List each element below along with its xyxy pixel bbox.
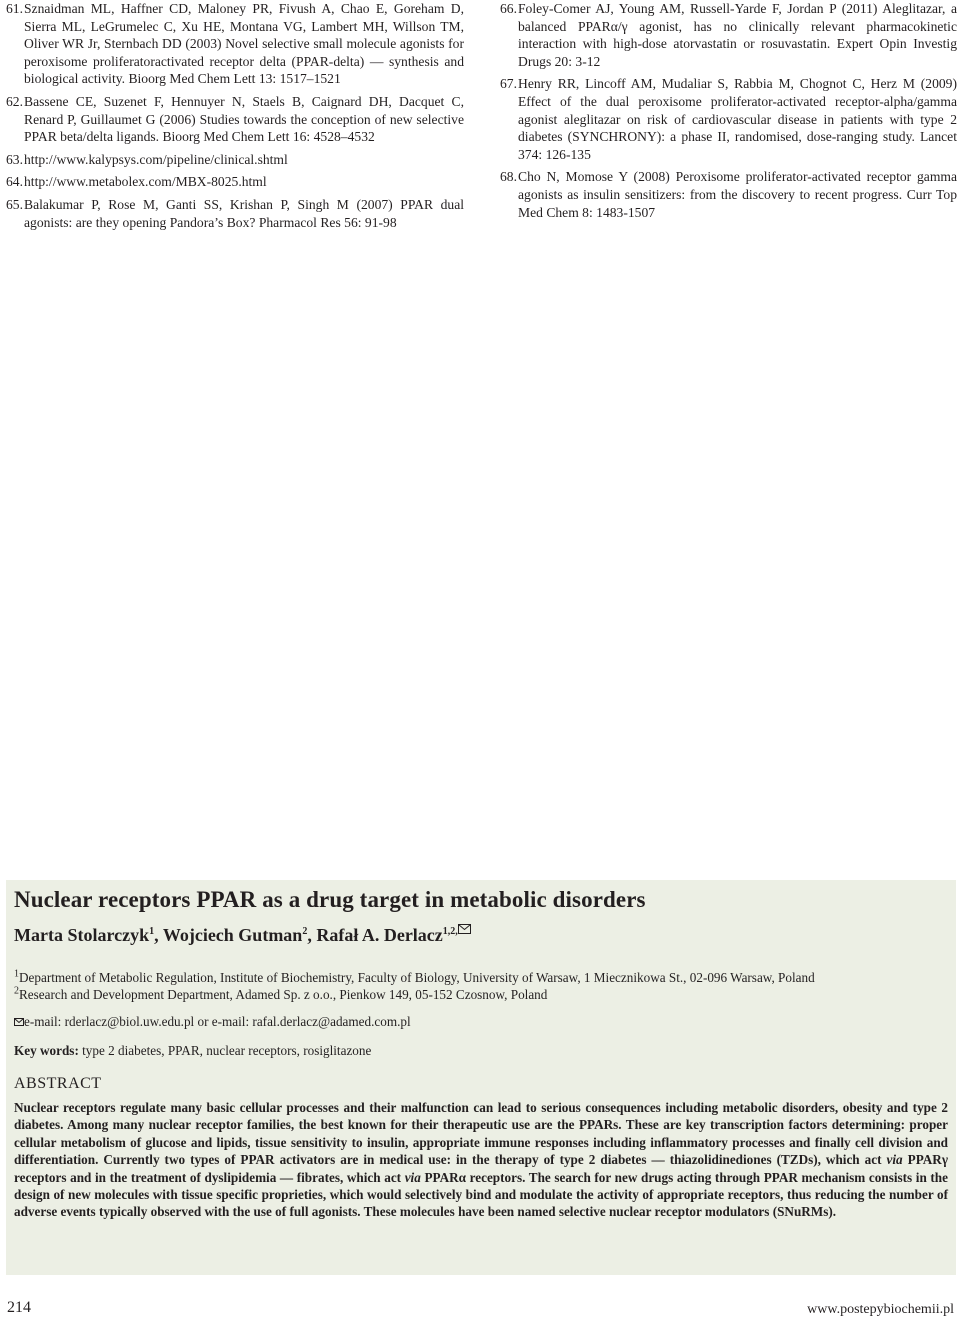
author-separator: , xyxy=(307,925,317,945)
references-left-column xyxy=(6,0,464,236)
keywords-label: Key words: xyxy=(14,1043,79,1058)
reference-61 xyxy=(6,0,464,88)
reference-text: Sznaidman ML, Haffner CD, Maloney PR, Fivush A, Chao E, Goreham D, Sierra ML, LeGrumelec C, Xu HE, Montana VG, Lambert MH, Willson TM, Oliver WR Jr, Sternbach DD (2003) Novel selective small molecule agonists for peroxisome proliferatoractivated receptor delta (PPAR-delta) — synthesis and biological activity. Bioorg Med Chem Lett 13: 1517–1521 xyxy=(24,1,464,87)
reference-link[interactable]: http://www.kalypsys.com/pipeline/clinical.shtml xyxy=(24,151,288,167)
reference-number: 61. xyxy=(6,1,23,16)
page-number: 214 xyxy=(7,1299,31,1316)
reference-text: Bassene CE, Suzenet F, Hennuyer N, Staels B, Caignard DH, Dacquet C, Renard P, Guillaumet G (2006) Studies towards the conception of new selective PPAR beta/delta ligands. Bioorg Med Chem Lett 16: 4528–4532 xyxy=(24,93,464,145)
affiliation-2 xyxy=(14,986,948,1003)
abstract-part: PPARγ receptors and in the treatment of dyslipidemia — fibrates, which act xyxy=(14,1152,948,1185)
article-title: Nuclear receptors PPAR as a drug target in metabolic disorders xyxy=(14,887,646,912)
reference-text: Cho N, Momose Y (2008) Peroxisome proliferator-activated receptor gamma agonists as insulin sensitizers: from the discovery to recent progress. Curr Top Med Chem 8: 1483-1507 xyxy=(518,169,957,220)
affiliations xyxy=(14,969,948,1003)
reference-65 xyxy=(6,196,464,231)
author-name: Wojciech Gutman xyxy=(162,925,303,945)
article-header-box xyxy=(6,880,956,1275)
abstract-part: Nuclear receptors regulate many basic cellular processes and their malfunction can lead to serious consequences including metabolic disorders, obesity and type 2 diabetes. Among many nuclear receptor families, the best known for their therapeutic use are the PPARs. These are key transcription factors determining: proper cellular metabolism of glucose and lipids, tissue sensitivity to insulin, appropriate immune responses including inflammatory processes and finally cell division and differentiation. Currently two types of PPAR activators are in medical use: in the therapy of type 2 diabetes — thiazolidinediones (TZDs), which act xyxy=(14,1100,948,1168)
correspondence-email xyxy=(14,1013,948,1030)
keywords-text: type 2 diabetes, PPAR, nuclear receptors, rosiglitazone xyxy=(78,1043,372,1058)
reference-number: 66. xyxy=(500,1,517,16)
email-text[interactable]: e-mail: rderlacz@biol.uw.edu.pl or e-mail: rafal.derlacz@adamed.com.pl xyxy=(24,1014,411,1029)
envelope-icon xyxy=(14,1014,24,1029)
journal-website[interactable]: www.postepybiochemii.pl xyxy=(807,1302,954,1317)
affiliation-text: Department of Metabolic Regulation, Institute of Biochemistry, Faculty of Biology, University of Warsaw, 1 Miecznikowa St., 02-096 Warsaw, Poland xyxy=(19,970,815,985)
affiliation-sup: 2 xyxy=(14,985,19,997)
abstract-italic: via xyxy=(886,1152,903,1168)
reference-text: Foley-Comer AJ, Young AM, Russell-Yarde F, Jordan P (2011) Aleglitazar, a balanced PPARα/γ agonist, has no clinically relevant pharmacokinetic interaction with high-dose atorvastatin or rosuvastatin. Expert Opin Investig Drugs 20: 3-12 xyxy=(518,1,957,69)
affiliation-sup: 1 xyxy=(14,968,19,980)
affiliation-1 xyxy=(14,969,948,986)
author-affiliation-sup: 2 xyxy=(302,926,308,937)
reference-text: Henry RR, Lincoff AM, Mudaliar S, Rabbia M, Chognot C, Herz M (2009) Effect of the dual peroxisome proliferator-activated receptor-alpha/gamma agonist aleglitazar on risk of cardiovascular disease in patients with type 2 diabetes (SYNCHRONY): a phase II, randomised, dose-ranging study. Lancet 374: 126-135 xyxy=(518,76,957,162)
abstract-text xyxy=(14,1099,948,1221)
author-list xyxy=(14,923,948,947)
reference-66 xyxy=(500,0,957,70)
reference-number: 65. xyxy=(6,196,23,212)
reference-number: 64. xyxy=(6,174,23,190)
abstract-heading: ABSTRACT xyxy=(14,1075,102,1092)
references-right-column xyxy=(500,0,957,226)
author-separator: , xyxy=(154,925,163,945)
author-name: Marta Stolarczyk xyxy=(14,925,150,945)
affiliation-text: Research and Development Department, Adamed Sp. z o.o., Pienkow 149, 05-152 Czosnow, Poland xyxy=(19,987,548,1002)
author-affiliation-sup: 1,2, xyxy=(442,926,458,937)
reference-number: 63. xyxy=(6,151,23,167)
abstract-italic: via xyxy=(404,1169,421,1185)
author-name: Rafał A. Derlacz xyxy=(316,925,443,945)
reference-number: 68. xyxy=(500,169,517,185)
author-affiliation-sup: 1 xyxy=(149,926,155,937)
abstract-part: PPARα receptors. The search for new drugs acting through PPAR mechanism consists in the design of new molecules with tissue specific proprieties, which would selectively bind and modulate the activity of appropriate receptors, thus reducing the number of adverse events typically observed with the use of full agonists. These molecules have been named selective nuclear receptor modulators (SNuRMs). xyxy=(14,1169,948,1220)
keywords xyxy=(14,1042,948,1059)
reference-number: 62. xyxy=(6,93,23,109)
reference-62 xyxy=(6,93,464,146)
reference-link[interactable]: http://www.metabolex.com/MBX-8025.html xyxy=(24,174,267,190)
reference-text: Balakumar P, Rose M, Ganti SS, Krishan P, Singh M (2007) PPAR dual agonists: are they opening Pandora’s Box? Pharmacol Res 56: 91-98 xyxy=(24,196,464,230)
envelope-icon[interactable] xyxy=(458,926,471,937)
reference-68 xyxy=(500,168,957,221)
reference-64 xyxy=(6,173,464,191)
reference-63 xyxy=(6,151,464,169)
reference-67 xyxy=(500,75,957,163)
reference-number: 67. xyxy=(500,76,517,92)
